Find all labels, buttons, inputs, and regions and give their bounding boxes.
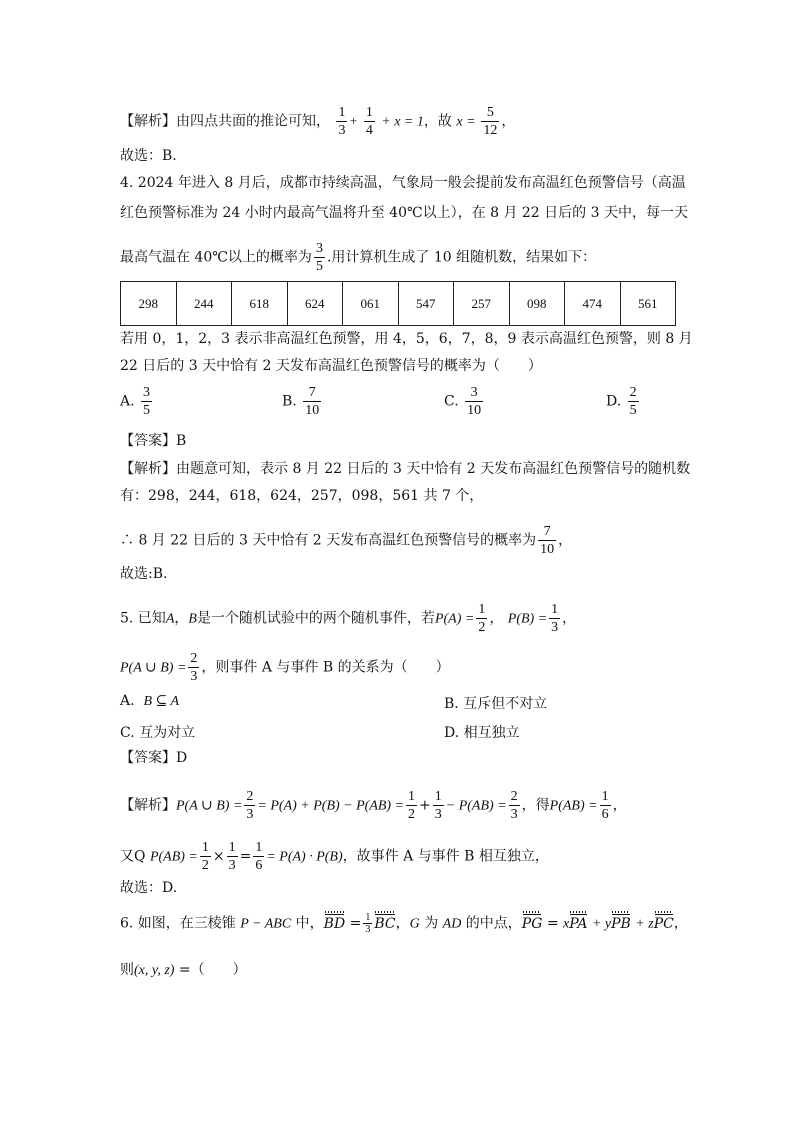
q5-line1: 5. 已知A，B是一个随机试验中的两个随机事件，若P(A) = $\frac{1}{2}$ ， P(B) = $\frac{1}{3}$ ， bbox=[120, 602, 577, 635]
q4-analysis-line2: 有：298，244，618，624，257，098，561 共 7 个， bbox=[120, 488, 484, 504]
table-cell: 547 bbox=[398, 282, 454, 326]
vector-bd: BD bbox=[323, 915, 346, 932]
fraction: $\frac{3}{5}$ bbox=[315, 241, 323, 274]
fraction: $\frac{3}{10}$ bbox=[467, 385, 482, 418]
q5-line2: P(A ∪ B) = $\frac{2}{3}$ ，则事件 A 与事件 B 的关系为（ ） bbox=[120, 651, 450, 684]
q3-choose: 故选：B. bbox=[120, 148, 177, 164]
vector-bc: BC bbox=[374, 915, 396, 932]
q4-line5: 22 日后的 3 天中恰有 2 天发布高温红色预警信号的概率为（ ） bbox=[120, 358, 542, 374]
vector-pc: PC bbox=[653, 915, 674, 932]
q4-option-a[interactable]: A. $\frac{3}{5}$ bbox=[120, 385, 151, 418]
fraction: $\frac{1}{6}$ bbox=[255, 840, 263, 873]
q5-option-b[interactable]: B. 互斥但不对立 bbox=[444, 696, 548, 712]
fraction: $\frac{1}{2}$ bbox=[408, 789, 416, 822]
vector-pa: PA bbox=[569, 915, 588, 932]
vector-pb: PB bbox=[611, 915, 631, 932]
q5-analysis-line2: 又Q P(AB) = $\frac{1}{2}$ × $\frac{1}{3}$ = $\frac{1}{6}$ = P(A) · P(B)，故事件 A 与事件 B 相互独立， bbox=[120, 840, 549, 873]
table-cell: 244 bbox=[176, 282, 232, 326]
random-number-table bbox=[120, 281, 676, 326]
fraction: $\frac{3}{5}$ bbox=[143, 385, 151, 418]
fraction: $\frac{7}{10}$ bbox=[305, 385, 320, 418]
fraction: $\frac{1}{3}$ bbox=[434, 789, 442, 822]
table-cell: 298 bbox=[121, 282, 177, 326]
table-cell: 474 bbox=[565, 282, 621, 326]
fraction: $\frac{1}{2}$ bbox=[478, 602, 486, 635]
fraction: $\frac{1}{2}$ bbox=[201, 840, 209, 873]
vector-pg: PG bbox=[521, 915, 543, 932]
q4-option-d[interactable]: D. $\frac{2}{5}$ bbox=[606, 385, 637, 418]
q3-analysis: 【解析】由四点共面的推论可知， $\frac{1}{3}$ + $\frac{1}{4}$ + x = 1，故 x = $\frac{5}{12}$ ， bbox=[120, 105, 516, 138]
table-cell: 257 bbox=[454, 282, 510, 326]
q4-choose: 故选:B. bbox=[120, 566, 168, 582]
q5-analysis-line1: 【解析】P(A ∪ B) = $\frac{2}{3}$ = P(A) + P(B) − P(AB) = $\frac{1}{2}$ + $\frac{1}{3}$ − P(AB) = $\frac{2}{3}$ ，得P(AB) = $\frac{1}{6}$ ， bbox=[120, 789, 627, 822]
table-cell: 624 bbox=[287, 282, 343, 326]
table-cell: 561 bbox=[620, 282, 676, 326]
q5-answer: 【答案】D bbox=[120, 750, 188, 766]
q5-option-c[interactable]: C. 互为对立 bbox=[120, 725, 196, 741]
fraction: $\frac{5}{12}$ bbox=[483, 105, 498, 138]
fraction: $\frac{1}{3}$ bbox=[228, 840, 236, 873]
table-cell: 098 bbox=[509, 282, 565, 326]
q4-option-c[interactable]: C. $\frac{3}{10}$ bbox=[444, 385, 482, 418]
fraction: $\frac{1}{4}$ bbox=[365, 105, 373, 138]
fraction: $\frac{1}{3}$ bbox=[338, 105, 346, 138]
q4-line4: 若用 0，1，2，3 表示非高温红色预警，用 4，5，6，7，8，9 表示高温红色预警，则 8 月 bbox=[120, 331, 693, 347]
q4-line3: 最高气温在 40℃以上的概率为 $\frac{3}{5}$ .用计算机生成了 10 组随机数，结果如下： bbox=[120, 241, 597, 274]
fraction: $\frac{2}{5}$ bbox=[629, 385, 637, 418]
table-row bbox=[121, 282, 676, 326]
table-cell: 061 bbox=[343, 282, 399, 326]
q4-analysis-line1: 【解析】由题意可知，表示 8 月 22 日后的 3 天中恰有 2 天发布高温红色预警信号的随机数 bbox=[120, 461, 691, 477]
fraction: $\frac{1}{3}$ bbox=[551, 602, 559, 635]
table-cell: 618 bbox=[232, 282, 288, 326]
q6-line1: 6. 如图，在三棱锥 P − ABC 中，BD = $\frac{1}{3}$ BC，G 为 AD 的中点，PG = xPA + yPB + zPC， bbox=[120, 912, 688, 935]
q4-answer: 【答案】B bbox=[120, 433, 187, 449]
q4-analysis-line3: ∴ 8 月 22 日后的 3 天中恰有 2 天发布高温红色预警信号的概率为 $\frac{7}{10}$ ， bbox=[120, 524, 573, 557]
fraction: $\frac{2}{3}$ bbox=[510, 789, 518, 822]
q5-option-a[interactable]: A. B ⊆ A bbox=[120, 693, 180, 709]
fraction: $\frac{1}{6}$ bbox=[601, 789, 609, 822]
q4-line1: 4. 2024 年进入 8 月后，成都市持续高温，气象局一般会提前发布高温红色预警信号（高温 bbox=[120, 175, 686, 191]
q6-line2: 则(x, y, z) =（ ） bbox=[120, 962, 247, 978]
q4-line2: 红色预警标准为 24 小时内最高气温将升至 40℃以上），在 8 月 22 日后的 3 天中，每一天 bbox=[120, 205, 688, 221]
fraction: $\frac{1}{3}$ bbox=[365, 912, 371, 935]
q5-option-d[interactable]: D. 相互独立 bbox=[444, 725, 520, 741]
fraction: $\frac{2}{3}$ bbox=[246, 789, 254, 822]
q4-option-b[interactable]: B. $\frac{7}{10}$ bbox=[282, 385, 320, 418]
fraction: $\frac{2}{3}$ bbox=[190, 651, 198, 684]
q5-choose: 故选：D. bbox=[120, 880, 178, 896]
fraction: $\frac{7}{10}$ bbox=[540, 524, 555, 557]
